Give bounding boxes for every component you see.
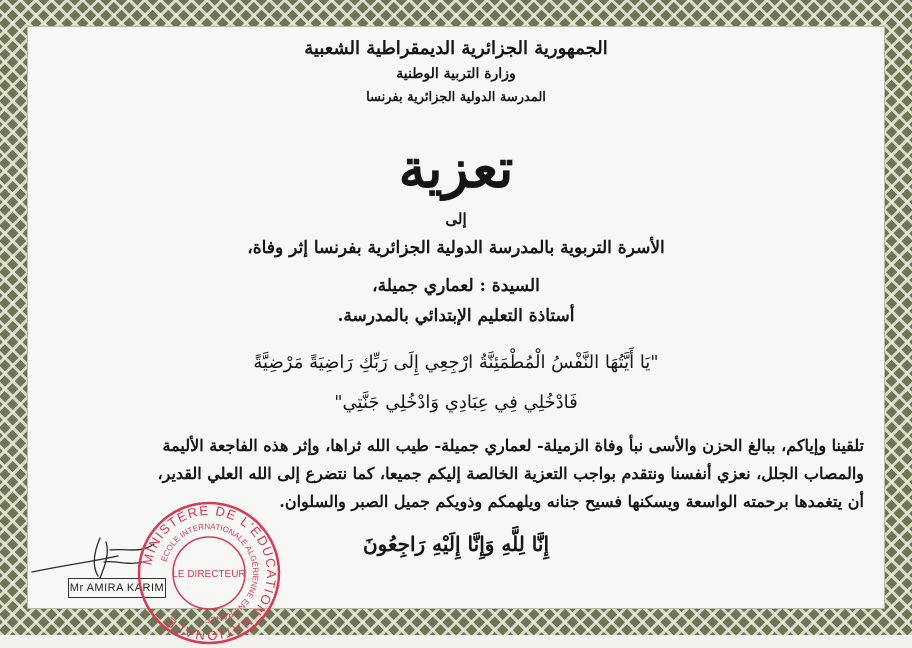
school-header: المدرسة الدولية الجزائرية بفرنسا [366, 90, 546, 105]
recipient-addressee: الأسرة التربوية بالمدرسة الدولية الجزائرية بفرنسا إثر وفاة، [247, 238, 665, 258]
republic-header: الجمهورية الجزائرية الديمقراطية الشعبية [304, 38, 608, 59]
document-title: تعزية [398, 136, 514, 200]
svg-text:MINISTÈRE DE L'ÉDUCATION NATIO: MINISTÈRE DE L'ÉDUCATION NATIONALE [139, 502, 280, 644]
ministry-header: وزارة التربية الوطنية [396, 66, 516, 82]
body-line-2: والمصاب الجلل، نعزي أنفسنا ونتقدم بواجب التعزية الخالصة إليكم جميعا، كما نتضرع إلى الله العلي القدير، [157, 464, 864, 483]
svg-text:LE DIRECTEUR: LE DIRECTEUR [172, 569, 246, 580]
svg-text:ÉCOLE INTERNATIONALE ALGÉRIENN: ÉCOLE INTERNATIONALE ALGÉRIENNE EN FRANCE [159, 521, 261, 625]
closing-phrase: إِنَّا لِلَّهِ وَإِنَّا إِلَيْهِ رَاجِعُونَ [362, 532, 550, 556]
quran-verse-line-1: "يَا أَيَّتُهَا النَّفْسُ الْمُطْمَئِنَّةُ ارْجِعِي إِلَى رَبِّكِ رَاضِيَةً مَرْضِيَّةً [253, 352, 659, 373]
deceased-name: السيدة : لعماري جميلة، [372, 276, 540, 296]
official-stamp [134, 498, 284, 648]
body-line-1: تلقينا وإياكم، ببالغ الحزن والأسى نبأ وفاة الزميلة- لعماري جميلة- طيب الله ثراها، وإثر هذه الفاجعة الأليمة [162, 436, 864, 455]
signatory-name: Mr AMIRA KARIM [68, 578, 166, 598]
deceased-role: أستاذة التعليم الإبتدائي بالمدرسة. [337, 306, 575, 326]
quran-verse-line-2: فَادْخُلِي فِي عِبَادِي وَادْخُلِي جَنَّتِي" [334, 392, 578, 413]
body-line-3: أن يتغمدها برحمته الواسعة ويسكنها فسيح جنانه ويلهمكم وذويكم جميل الصبر والسلوان. [279, 492, 864, 511]
recipient-to: إلى [445, 210, 467, 228]
